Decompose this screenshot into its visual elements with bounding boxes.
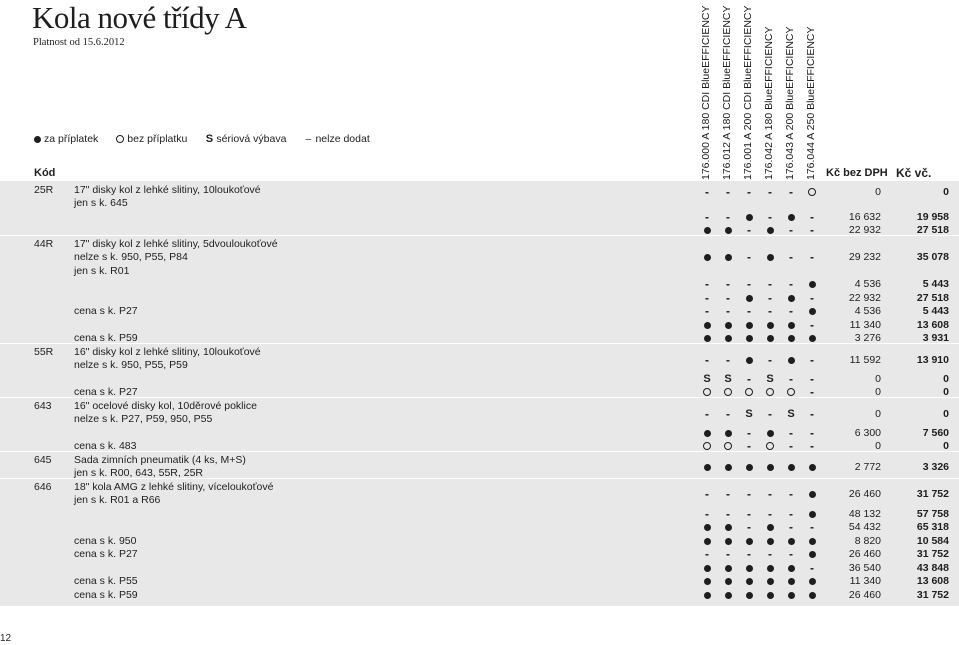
filled-circle-icon xyxy=(723,332,733,344)
dash-icon xyxy=(807,562,817,574)
dash-icon xyxy=(807,319,817,331)
price-inc-vat: 13 608 xyxy=(916,319,949,331)
price-ex-vat: 26 460 xyxy=(848,488,881,500)
dash-icon xyxy=(807,408,817,420)
standard-s-icon xyxy=(744,408,754,420)
filled-circle-icon xyxy=(702,521,712,533)
dash-icon xyxy=(702,508,712,520)
filled-circle-icon xyxy=(807,589,817,601)
option-description: cena s k. P59 xyxy=(74,332,138,344)
price-ex-vat: 11 340 xyxy=(849,319,881,331)
price-ex-vat: 16 632 xyxy=(848,211,881,223)
dash-icon xyxy=(786,508,796,520)
filled-circle-icon xyxy=(765,521,775,533)
price-ex-vat: 2 772 xyxy=(854,461,881,473)
dash-icon xyxy=(807,354,817,366)
option-description: jen s k. R01 xyxy=(74,265,130,277)
option-description: 17" disky kol z lehké slitiny, 5dvouloukoťové xyxy=(74,238,278,250)
open-circle-icon xyxy=(765,386,775,398)
model-header: 176.001 A 200 CDI BlueEFFICIENCY xyxy=(742,5,754,180)
dash-icon xyxy=(744,548,754,560)
dash-icon xyxy=(807,211,817,223)
filled-circle-icon xyxy=(702,562,712,574)
price-ex-vat: 6 300 xyxy=(854,427,881,439)
dash-icon xyxy=(744,186,754,198)
price-inc-vat: 19 958 xyxy=(916,211,949,223)
price-ex-vat: 36 540 xyxy=(848,562,881,574)
filled-circle-icon xyxy=(744,211,754,223)
legend-item-standard xyxy=(205,133,304,145)
price-ex-vat: 22 932 xyxy=(848,292,881,304)
dash-icon xyxy=(765,211,775,223)
column-header-code: Kód xyxy=(34,167,56,179)
filled-circle-icon xyxy=(807,535,817,547)
option-description: nelze s k. 950, P55, P59 xyxy=(74,359,188,371)
column-header-price-ex-vat: Kč bez DPH xyxy=(826,167,888,179)
filled-circle-icon xyxy=(786,535,796,547)
dash-icon xyxy=(744,488,754,500)
dash-icon xyxy=(744,373,754,385)
filled-circle-icon xyxy=(702,535,712,547)
legend xyxy=(34,133,388,145)
filled-circle-icon xyxy=(744,562,754,574)
dash-icon xyxy=(744,305,754,317)
option-code: 645 xyxy=(34,454,52,466)
dash-icon xyxy=(807,427,817,439)
price-inc-vat: 13 608 xyxy=(916,575,949,587)
filled-circle-icon xyxy=(786,332,796,344)
filled-circle-icon xyxy=(807,488,817,500)
column-header-price-inc-vat: Kč vč. xyxy=(896,166,932,180)
option-description: 16" disky kol z lehké slitiny, 10loukoťové xyxy=(74,346,261,358)
dash-icon xyxy=(807,521,817,533)
dash-icon xyxy=(723,408,733,420)
option-code: 25R xyxy=(34,184,54,196)
dash-icon xyxy=(786,548,796,560)
dash-icon xyxy=(702,186,712,198)
dash-icon xyxy=(807,251,817,263)
dash-icon xyxy=(786,488,796,500)
price-ex-vat: 48 132 xyxy=(848,508,881,520)
dash-icon xyxy=(723,354,733,366)
open-circle-icon xyxy=(702,440,712,452)
dash-icon xyxy=(744,278,754,290)
price-ex-vat: 3 276 xyxy=(854,332,881,344)
price-inc-vat: 43 848 xyxy=(916,562,949,574)
option-description: jen s k. R00, 643, 55R, 25R xyxy=(74,467,203,479)
dash-icon xyxy=(765,292,775,304)
filled-circle-icon xyxy=(702,224,712,236)
filled-circle-icon xyxy=(786,211,796,223)
filled-circle-icon xyxy=(723,521,733,533)
legend-item-no-surcharge xyxy=(116,133,205,145)
filled-circle-icon xyxy=(744,589,754,601)
open-circle-icon xyxy=(765,440,775,452)
filled-circle-icon xyxy=(765,319,775,331)
dash-icon xyxy=(786,440,796,452)
dash-icon: – xyxy=(305,133,312,145)
filled-circle-icon xyxy=(807,548,817,560)
model-header: 176.000 A 180 CDI BlueEFFICIENCY xyxy=(700,5,712,180)
dash-icon xyxy=(786,251,796,263)
price-inc-vat: 0 xyxy=(943,373,949,385)
dash-icon xyxy=(723,488,733,500)
option-code: 44R xyxy=(34,238,54,250)
option-description: cena s k. P55 xyxy=(74,575,138,587)
dash-icon xyxy=(702,488,712,500)
filled-circle-icon xyxy=(744,354,754,366)
filled-circle-icon xyxy=(786,354,796,366)
dash-icon xyxy=(765,548,775,560)
filled-circle-icon xyxy=(786,292,796,304)
option-description: cena s k. 483 xyxy=(74,440,137,452)
price-ex-vat: 4 536 xyxy=(854,278,881,290)
filled-circle-icon xyxy=(723,427,733,439)
price-inc-vat: 65 318 xyxy=(916,521,949,533)
option-code: 643 xyxy=(34,400,52,412)
dash-icon xyxy=(807,224,817,236)
dash-icon xyxy=(702,354,712,366)
legend-item-unavailable xyxy=(304,133,387,145)
option-description: cena s k. P27 xyxy=(74,305,138,317)
dash-icon xyxy=(744,427,754,439)
legend-label: sériová výbava xyxy=(216,133,287,145)
price-inc-vat: 10 584 xyxy=(916,535,949,547)
dash-icon xyxy=(723,278,733,290)
dash-icon xyxy=(807,292,817,304)
price-inc-vat: 35 078 xyxy=(916,251,949,263)
option-description: 16" ocelové disky kol, 10děrové poklice xyxy=(74,400,257,412)
filled-circle-icon xyxy=(702,575,712,587)
price-ex-vat: 0 xyxy=(875,386,881,398)
price-ex-vat: 11 340 xyxy=(849,575,881,587)
dash-icon xyxy=(702,548,712,560)
price-ex-vat: 4 536 xyxy=(854,305,881,317)
option-code: 646 xyxy=(34,481,52,493)
open-circle-icon xyxy=(723,440,733,452)
filled-circle-icon xyxy=(744,575,754,587)
dash-icon xyxy=(807,386,817,398)
legend-item-surcharge xyxy=(34,133,116,145)
price-ex-vat: 0 xyxy=(875,186,881,198)
dash-icon xyxy=(765,278,775,290)
dash-icon xyxy=(723,186,733,198)
open-circle-icon xyxy=(744,386,754,398)
dash-icon xyxy=(765,408,775,420)
model-header: 176.044 A 250 BlueEFFICIENCY xyxy=(805,26,817,180)
filled-circle-icon xyxy=(744,319,754,331)
dash-icon xyxy=(765,488,775,500)
filled-circle-icon xyxy=(34,136,41,143)
dash-icon xyxy=(744,251,754,263)
filled-circle-icon xyxy=(723,589,733,601)
dash-icon xyxy=(723,548,733,560)
dash-icon xyxy=(723,305,733,317)
option-description: cena s k. P27 xyxy=(74,548,138,560)
option-description: cena s k. P27 xyxy=(74,386,138,398)
dash-icon xyxy=(744,224,754,236)
filled-circle-icon xyxy=(786,575,796,587)
standard-s-icon: S xyxy=(205,133,214,145)
model-header: 176.042 A 180 BlueEFFICIENCY xyxy=(763,26,775,180)
dash-icon xyxy=(702,408,712,420)
price-ex-vat: 22 932 xyxy=(848,224,881,236)
price-inc-vat: 13 910 xyxy=(916,354,949,366)
dash-icon xyxy=(807,373,817,385)
option-description: cena s k. P59 xyxy=(74,589,138,601)
dash-icon xyxy=(744,440,754,452)
validity-date: Platnost od 15.6.2012 xyxy=(33,37,125,48)
legend-label: bez příplatku xyxy=(127,133,188,145)
filled-circle-icon xyxy=(807,461,817,473)
price-ex-vat: 8 820 xyxy=(854,535,881,547)
filled-circle-icon xyxy=(702,332,712,344)
filled-circle-icon xyxy=(723,251,733,263)
option-description: nelze s k. P27, P59, 950, P55 xyxy=(74,413,213,425)
filled-circle-icon xyxy=(765,535,775,547)
price-ex-vat: 0 xyxy=(875,440,881,452)
open-circle-icon xyxy=(723,386,733,398)
price-inc-vat: 0 xyxy=(943,386,949,398)
option-description: nelze s k. 950, P55, P84 xyxy=(74,251,188,263)
page-title: Kola nové třídy A xyxy=(32,0,247,35)
filled-circle-icon xyxy=(702,319,712,331)
price-inc-vat: 0 xyxy=(943,408,949,420)
open-circle-icon xyxy=(702,386,712,398)
dash-icon xyxy=(702,278,712,290)
price-inc-vat: 7 560 xyxy=(922,427,949,439)
option-description: 18" kola AMG z lehké slitiny, víceloukoťové xyxy=(74,481,274,493)
dash-icon xyxy=(807,440,817,452)
filled-circle-icon xyxy=(744,332,754,344)
price-inc-vat: 31 752 xyxy=(916,548,949,560)
option-description: cena s k. 950 xyxy=(74,535,137,547)
filled-circle-icon xyxy=(723,562,733,574)
price-inc-vat: 5 443 xyxy=(922,278,949,290)
filled-circle-icon xyxy=(723,461,733,473)
dash-icon xyxy=(765,508,775,520)
option-description: jen s k. 645 xyxy=(74,197,128,209)
page-number: 12 xyxy=(0,633,12,644)
legend-label: nelze dodat xyxy=(315,133,370,145)
standard-s-icon xyxy=(786,408,796,420)
price-inc-vat: 0 xyxy=(943,186,949,198)
option-description: jen s k. R01 a R66 xyxy=(74,494,161,506)
filled-circle-icon xyxy=(744,461,754,473)
dash-icon xyxy=(744,521,754,533)
price-ex-vat: 0 xyxy=(875,408,881,420)
price-inc-vat: 5 443 xyxy=(922,305,949,317)
price-inc-vat: 3 326 xyxy=(922,461,949,473)
option-code: 55R xyxy=(34,346,54,358)
standard-s-icon xyxy=(723,373,733,385)
filled-circle-icon xyxy=(807,575,817,587)
option-description: Sada zimních pneumatik (4 ks, M+S) xyxy=(74,454,246,466)
dash-icon xyxy=(786,373,796,385)
filled-circle-icon xyxy=(765,251,775,263)
option-description: 17" disky kol z lehké slitiny, 10loukoťové xyxy=(74,184,261,196)
filled-circle-icon xyxy=(702,589,712,601)
filled-circle-icon xyxy=(702,461,712,473)
price-inc-vat: 3 931 xyxy=(922,332,949,344)
filled-circle-icon xyxy=(723,535,733,547)
price-ex-vat: 29 232 xyxy=(848,251,881,263)
filled-circle-icon xyxy=(723,224,733,236)
filled-circle-icon xyxy=(807,508,817,520)
legend-label: za příplatek xyxy=(44,133,99,145)
dash-icon xyxy=(765,305,775,317)
filled-circle-icon xyxy=(786,589,796,601)
price-inc-vat: 31 752 xyxy=(916,488,949,500)
price-ex-vat: 26 460 xyxy=(848,589,881,601)
filled-circle-icon xyxy=(765,461,775,473)
price-inc-vat: 31 752 xyxy=(916,589,949,601)
dash-icon xyxy=(723,508,733,520)
price-ex-vat: 11 592 xyxy=(849,354,881,366)
model-header: 176.012 A 180 CDI BlueEFFICIENCY xyxy=(721,5,733,180)
price-ex-vat: 54 432 xyxy=(848,521,881,533)
filled-circle-icon xyxy=(744,535,754,547)
dash-icon xyxy=(702,211,712,223)
dash-icon xyxy=(786,224,796,236)
filled-circle-icon xyxy=(765,332,775,344)
price-inc-vat: 0 xyxy=(943,440,949,452)
filled-circle-icon xyxy=(702,427,712,439)
dash-icon xyxy=(723,292,733,304)
filled-circle-icon xyxy=(702,251,712,263)
open-circle-icon xyxy=(786,386,796,398)
model-header: 176.043 A 200 BlueEFFICIENCY xyxy=(784,26,796,180)
filled-circle-icon xyxy=(765,562,775,574)
price-ex-vat: 0 xyxy=(875,373,881,385)
dash-icon xyxy=(786,278,796,290)
standard-s-icon xyxy=(702,373,712,385)
filled-circle-icon xyxy=(786,319,796,331)
open-circle-icon xyxy=(807,186,817,198)
price-inc-vat: 57 758 xyxy=(916,508,949,520)
filled-circle-icon xyxy=(765,589,775,601)
filled-circle-icon xyxy=(786,562,796,574)
filled-circle-icon xyxy=(723,319,733,331)
price-ex-vat: 26 460 xyxy=(848,548,881,560)
price-inc-vat: 27 518 xyxy=(916,224,949,236)
filled-circle-icon xyxy=(765,575,775,587)
price-inc-vat: 27 518 xyxy=(916,292,949,304)
standard-s-icon xyxy=(765,373,775,385)
filled-circle-icon xyxy=(786,461,796,473)
filled-circle-icon xyxy=(807,332,817,344)
dash-icon xyxy=(786,186,796,198)
filled-circle-icon xyxy=(765,427,775,439)
dash-icon xyxy=(765,186,775,198)
dash-icon xyxy=(786,305,796,317)
filled-circle-icon xyxy=(765,224,775,236)
filled-circle-icon xyxy=(744,292,754,304)
filled-circle-icon xyxy=(807,278,817,290)
dash-icon xyxy=(702,292,712,304)
filled-circle-icon xyxy=(807,305,817,317)
filled-circle-icon xyxy=(723,575,733,587)
open-circle-icon xyxy=(116,135,124,143)
dash-icon xyxy=(786,427,796,439)
dash-icon xyxy=(786,521,796,533)
dash-icon xyxy=(702,305,712,317)
dash-icon xyxy=(765,354,775,366)
dash-icon xyxy=(723,211,733,223)
dash-icon xyxy=(744,508,754,520)
